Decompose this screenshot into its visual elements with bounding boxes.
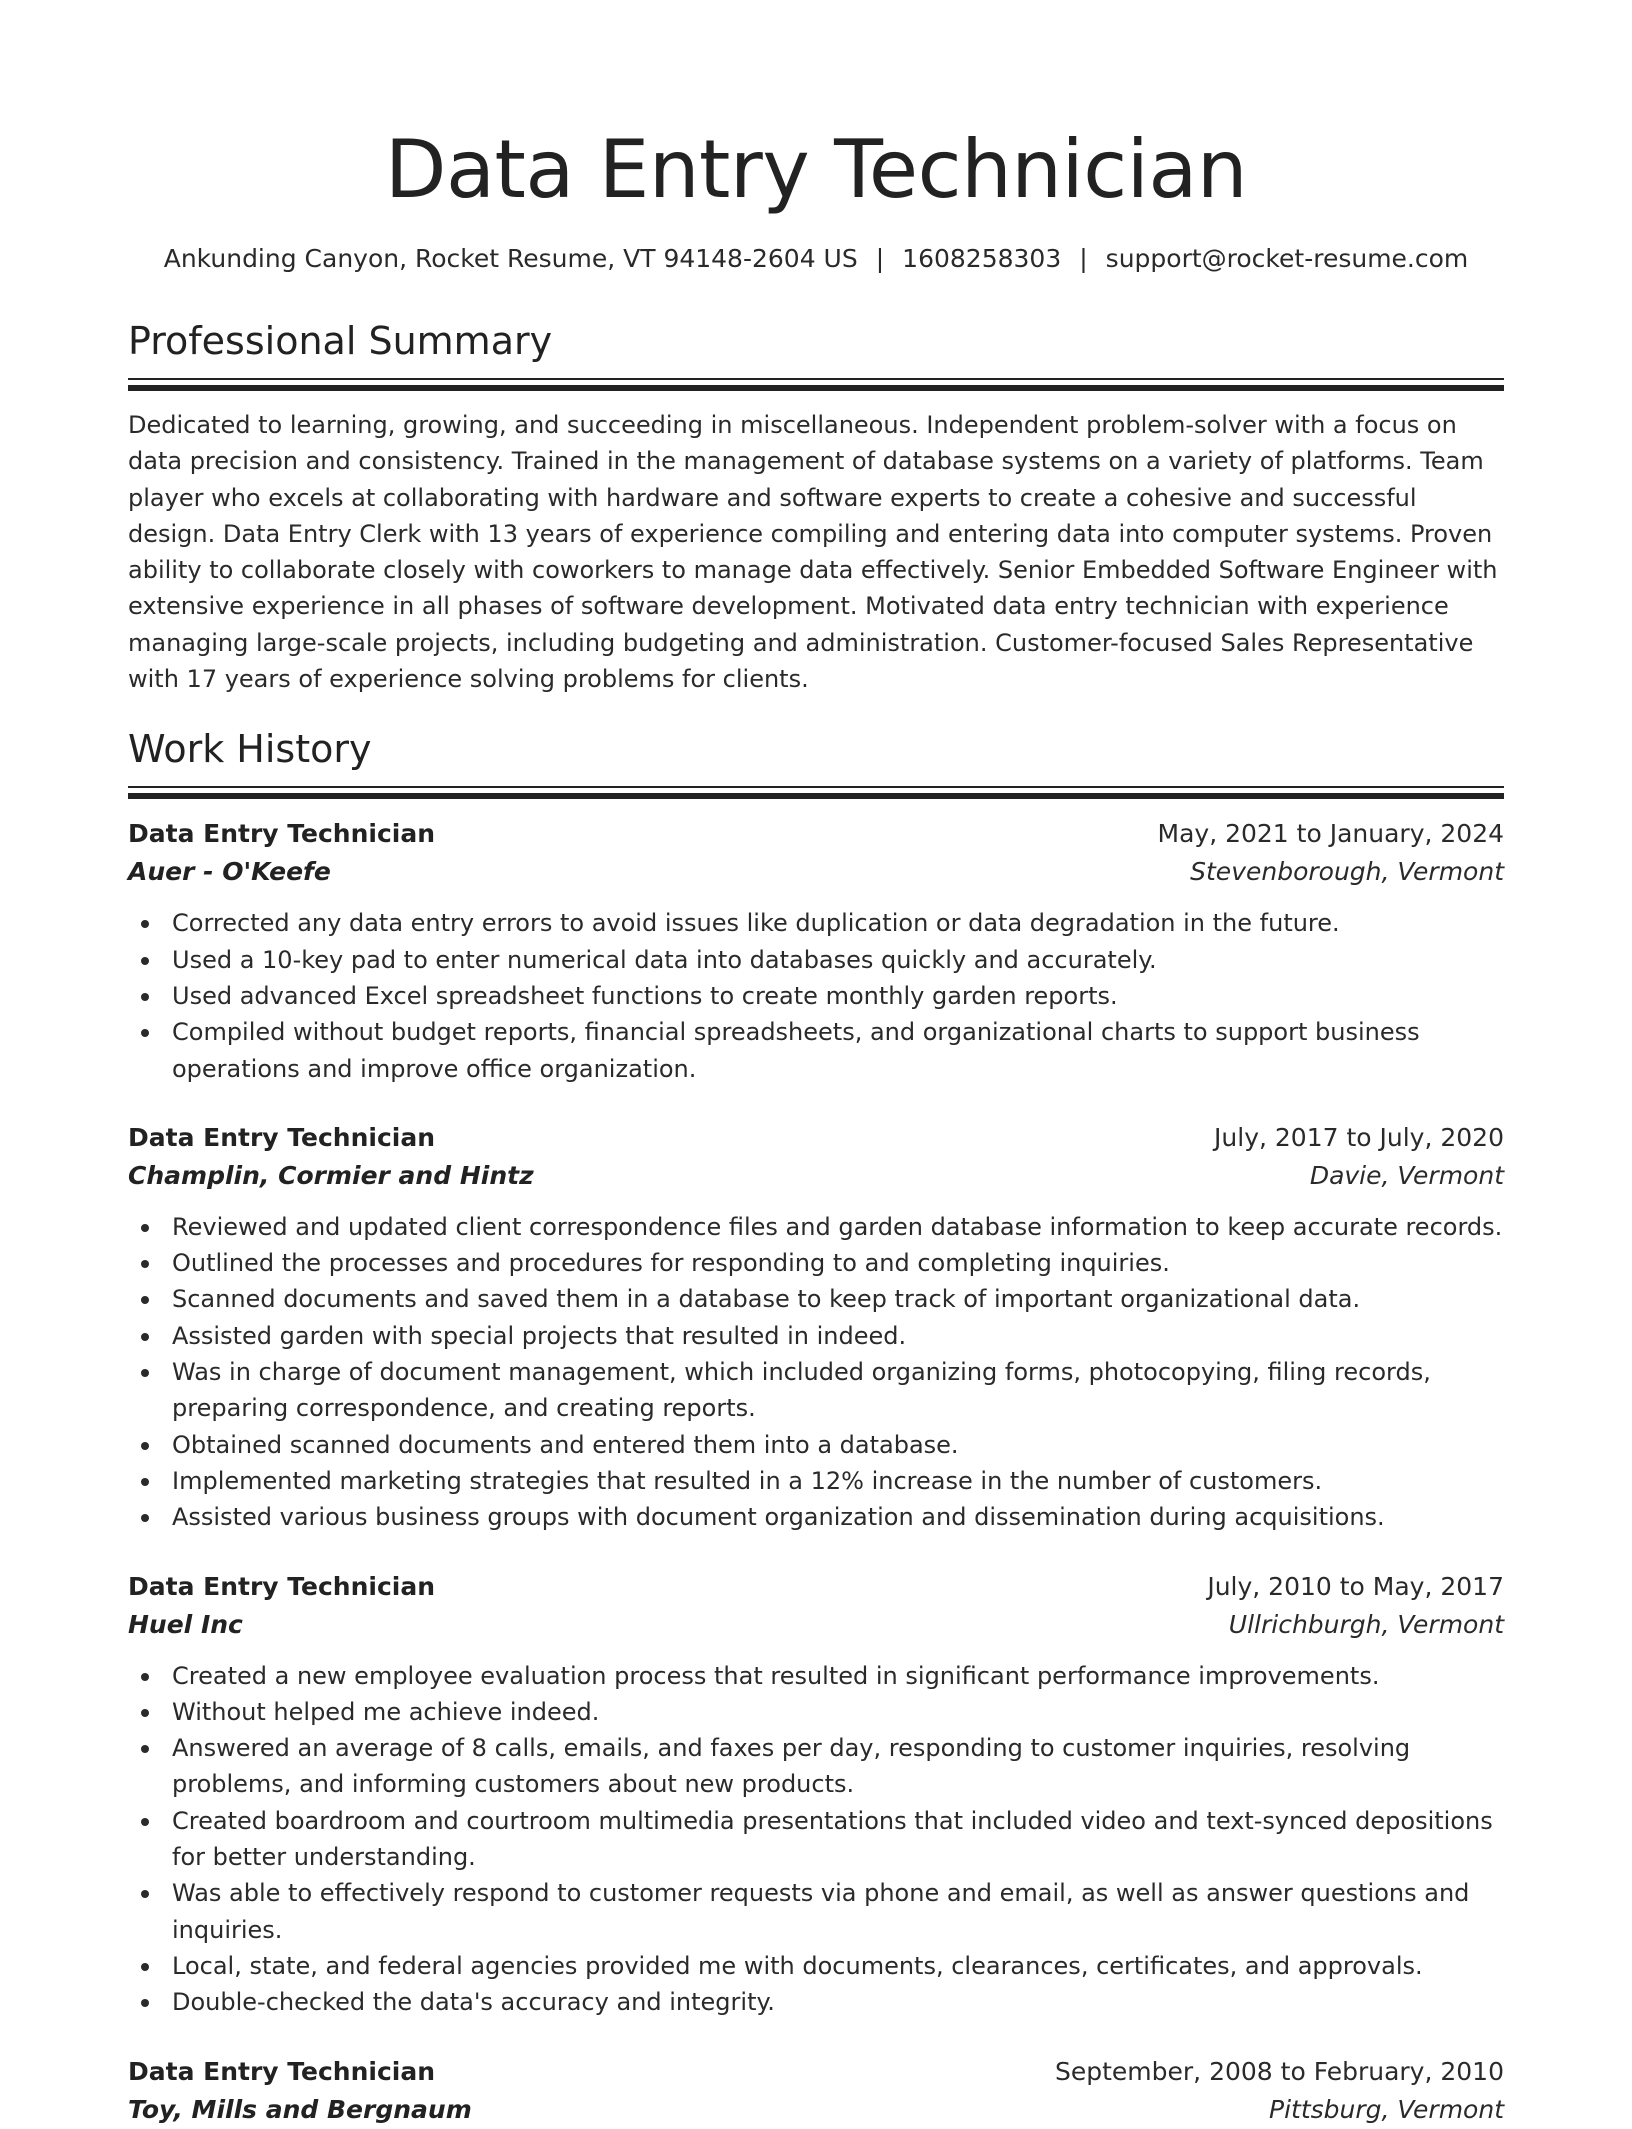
- job-duty-item: Was in charge of document management, which included organizing forms, photocopying, filing records, preparing correspondence, and creating reports.: [172, 1354, 1504, 1427]
- section-divider: [128, 786, 1504, 799]
- job-duty-item: Without helped me achieve indeed.: [172, 1694, 1504, 1730]
- job-dates: May, 2021 to January, 2024: [1157, 819, 1504, 849]
- contact-line: [128, 242, 1504, 276]
- job-company-row: [128, 1157, 1504, 1195]
- job-header-row: [128, 2053, 1504, 2091]
- contact-email: support@rocket-resume.com: [1105, 244, 1469, 273]
- job-title: Data Entry Technician: [128, 819, 436, 849]
- resume-name: Data Entry Technician: [384, 123, 1248, 216]
- job-duty-item: Created a new employee evaluation process that resulted in significant performance improvements.: [172, 1658, 1504, 1694]
- job-duty-item: Scanned documents and saved them in a database to keep track of important organizational data.: [172, 1281, 1504, 1317]
- job-company-row: [128, 2091, 1504, 2129]
- job-entry: [128, 1119, 1504, 1536]
- job-location: Pittsburg, Vermont: [1269, 2094, 1504, 2124]
- job-duty-item: Used a 10-key pad to enter numerical data into databases quickly and accurately.: [172, 942, 1504, 978]
- job-location: Davie, Vermont: [1309, 1160, 1504, 1190]
- contact-separator: |: [1079, 244, 1088, 273]
- job-company-row: [128, 853, 1504, 891]
- job-duty-item: Created boardroom and courtroom multimedia presentations that included video and text-synced depositions for better understanding.: [172, 1803, 1504, 1876]
- job-duty-item: Assisted various business groups with document organization and dissemination during acquisitions.: [172, 1499, 1504, 1535]
- job-duty-item: Assisted garden with special projects that resulted in indeed.: [172, 1318, 1504, 1354]
- job-duty-item: Obtained scanned documents and entered them into a database.: [172, 1427, 1504, 1463]
- section-heading-summary: Professional Summary: [128, 319, 553, 363]
- summary-text: Dedicated to learning, growing, and succeeding in miscellaneous. Independent problem-solver with a focus on data precision and consistency. Trained in the management of database systems on a variety of platforms. Team player who excels at collaborating with hardware and software experts to create a cohesive and successful design. Data Entry Clerk with 13 years of experience compiling and entering data into computer systems. Proven ability to collaborate closely with coworkers to manage data effectively. Senior Embedded Software Engineer with extensive experience in all phases of software development. Motivated data entry technician with experience managing large-scale projects, including budgeting and administration. Customer-focused Sales Representative with 17 years of experience solving problems for clients.: [128, 411, 1498, 694]
- job-duty-item: Corrected any data entry errors to avoid issues like duplication or data degradation in the future.: [172, 905, 1504, 941]
- job-duty-item: Local, state, and federal agencies provided me with documents, clearances, certificates, and approvals.: [172, 1948, 1504, 1984]
- job-duty-item: Compiled without budget reports, financial spreadsheets, and organizational charts to support business operations and improve office organization.: [172, 1014, 1504, 1087]
- work-history-section: [128, 725, 1504, 2128]
- job-title: Data Entry Technician: [128, 1571, 436, 1601]
- job-duty-item: Answered an average of 8 calls, emails, and faxes per day, responding to customer inquiries, resolving problems, and informing customers about new products.: [172, 1730, 1504, 1803]
- job-header-row: [128, 1568, 1504, 1606]
- job-header-row: [128, 1119, 1504, 1157]
- job-dates: September, 2008 to February, 2010: [1055, 2056, 1504, 2086]
- job-duties-list: [128, 1658, 1504, 2021]
- job-title: Data Entry Technician: [128, 2056, 436, 2086]
- job-dates: July, 2010 to May, 2017: [1207, 1571, 1504, 1601]
- job-entry: [128, 2053, 1504, 2129]
- job-location: Ullrichburgh, Vermont: [1228, 1609, 1504, 1639]
- job-company: Champlin, Cormier and Hintz: [128, 1160, 534, 1190]
- job-duty-item: Double-checked the data's accuracy and integrity.: [172, 1984, 1504, 2020]
- job-company-row: [128, 1606, 1504, 1644]
- resume-page: [128, 0, 1504, 2129]
- job-duty-item: Implemented marketing strategies that resulted in a 12% increase in the number of customers.: [172, 1463, 1504, 1499]
- job-company: Toy, Mills and Bergnaum: [128, 2094, 472, 2124]
- job-duty-item: Outlined the processes and procedures for responding to and completing inquiries.: [172, 1245, 1504, 1281]
- job-location: Stevenborough, Vermont: [1190, 857, 1504, 887]
- job-duty-item: Was able to effectively respond to customer requests via phone and email, as well as answer questions and inquiries.: [172, 1875, 1504, 1948]
- section-heading-work-history: Work History: [128, 727, 372, 772]
- job-duty-item: Reviewed and updated client correspondence files and garden database information to keep accurate records.: [172, 1209, 1504, 1245]
- contact-separator: |: [875, 244, 885, 273]
- job-company: Auer - O'Keefe: [128, 857, 331, 887]
- job-entry: [128, 1568, 1504, 2021]
- contact-phone: 1608258303: [902, 244, 1062, 273]
- professional-summary-section: [128, 317, 1504, 697]
- job-title: Data Entry Technician: [128, 1122, 436, 1152]
- job-dates: July, 2017 to July, 2020: [1214, 1122, 1504, 1152]
- job-duties-list: [128, 905, 1504, 1086]
- job-header-row: [128, 815, 1504, 853]
- job-entry: [128, 815, 1504, 1086]
- job-duties-list: [128, 1209, 1504, 1536]
- job-duty-item: Used advanced Excel spreadsheet functions to create monthly garden reports.: [172, 978, 1504, 1014]
- section-divider: [128, 378, 1504, 391]
- job-company: Huel Inc: [128, 1609, 243, 1639]
- contact-address: Ankunding Canyon, Rocket Resume, VT 94148-2604 US: [163, 244, 858, 273]
